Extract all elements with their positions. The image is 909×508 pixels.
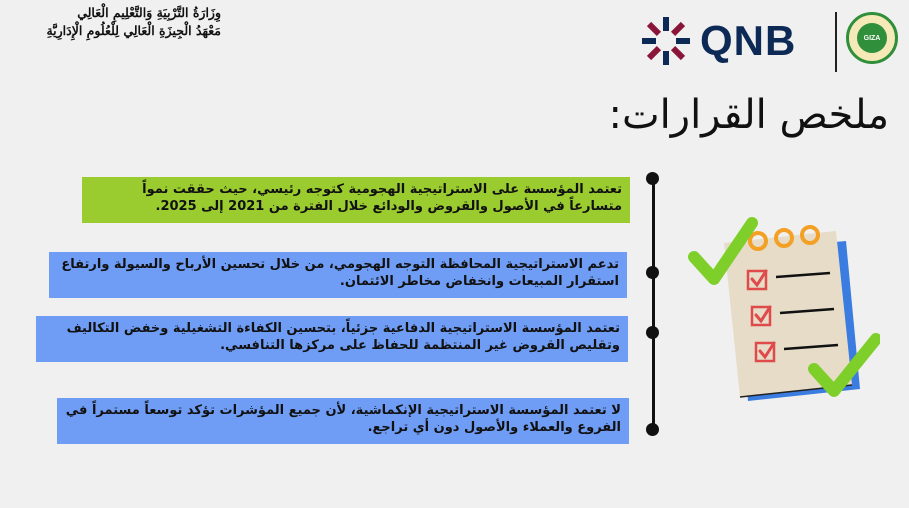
qnb-logo (640, 12, 796, 70)
decision-box-conservative (49, 252, 627, 298)
page-title: ملخص القرارات: (608, 92, 889, 138)
institute-name: مَعْهَدُ الْجِيزَةِ الْعَالِي لِلْعُلُومِ الْإِدَارِيَّةِ (46, 23, 221, 38)
decision-text: لا تعتمد المؤسسة الاستراتيجية الإنكماشية، لأن جميع المؤشرات تؤكد توسعاً مستمراً في الفروع والعملاء والأصول دون أي تراجع. (65, 403, 621, 435)
seal-text: GIZA (863, 34, 881, 42)
qnb-star-icon (640, 15, 692, 67)
decision-box-offensive (82, 177, 630, 223)
decision-text: تدعم الاستراتيجية المحافظة التوجه الهجومي، من خلال تحسين الأرباح والسيولة وارتفاع استقرار المبيعات وانخفاض مخاطر الائتمان. (61, 257, 619, 289)
decision-text: تعتمد المؤسسة الاستراتيجية الدفاعية جزئياً، بتحسين الكفاءة التشغيلية وخفض التكاليف وتقليص القروض غير المنتظمة للحفاظ على مركزها التنافسي. (66, 321, 620, 353)
ministry-header (6, 4, 221, 40)
timeline-dot (646, 172, 659, 185)
decision-box-retrenchment (57, 398, 629, 444)
seal-logo (846, 12, 898, 64)
checklist-notepad-icon (680, 205, 880, 415)
decision-box-defensive (36, 316, 628, 362)
timeline-dot (646, 326, 659, 339)
timeline-dot (646, 423, 659, 436)
timeline-dot (646, 266, 659, 279)
logo-divider (835, 12, 837, 72)
qnb-wordmark: QNB (700, 17, 797, 64)
timeline-line (652, 178, 655, 434)
ministry-name: وِزَارَةُ التَّرْبِيَةِ وَالتَّعْلِيمِ الْعَالِي (77, 5, 221, 20)
decision-text: تعتمد المؤسسة على الاستراتيجية الهجومية كتوجه رئيسي، حيث حققت نمواً متسارعاً في الأصول والقروض والودائع خلال الفترة من 2021 إلى 2025. (142, 182, 622, 214)
seal-emblem (857, 23, 887, 53)
